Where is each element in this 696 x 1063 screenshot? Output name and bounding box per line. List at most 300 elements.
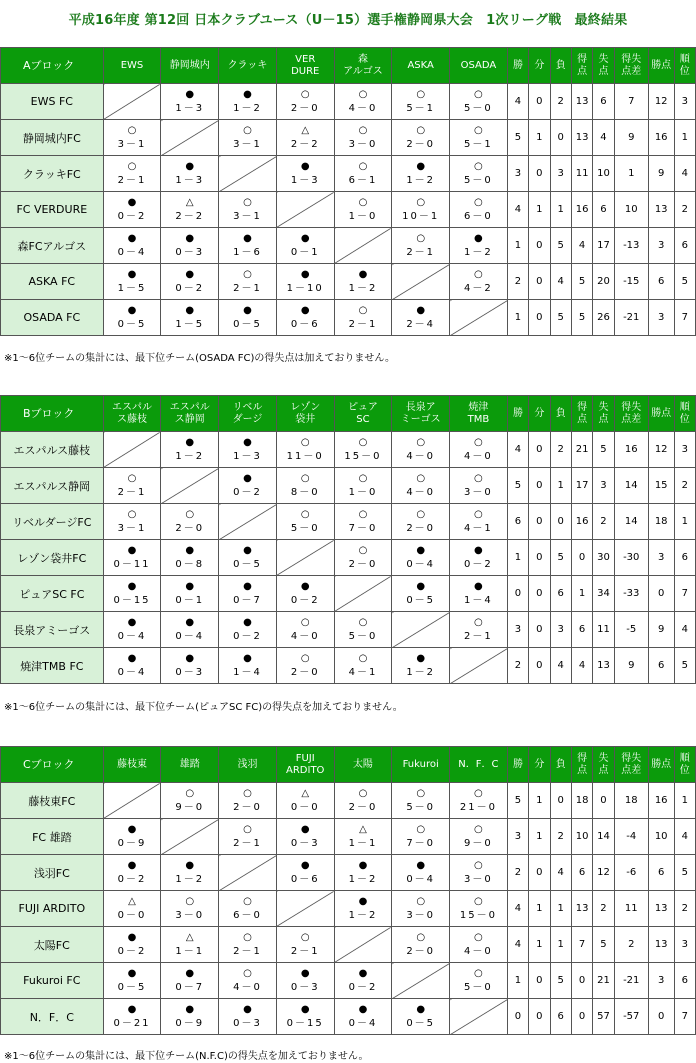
result-score: 2－0 xyxy=(175,522,205,534)
team-row xyxy=(1,228,696,264)
match-result xyxy=(276,432,334,468)
stat-value: 0 xyxy=(507,576,528,612)
result-score: 0－4 xyxy=(348,1017,378,1029)
match-result xyxy=(450,156,508,192)
result-mark: ○ xyxy=(474,472,483,484)
stat-value: 0 xyxy=(550,783,571,819)
opponent-header: Fukuroi xyxy=(392,747,450,783)
stat-value: 0 xyxy=(529,228,550,264)
result-score: 5－0 xyxy=(464,102,493,114)
result-mark: △ xyxy=(185,196,194,208)
opponent-header: FUJI ARDITO xyxy=(276,747,334,783)
match-result xyxy=(276,156,334,192)
result-score: 1－5 xyxy=(175,318,205,330)
result-score: 0－4 xyxy=(117,666,147,678)
block-name: Aブロック xyxy=(1,48,104,84)
result-score: 4－1 xyxy=(464,522,493,534)
match-result xyxy=(103,891,161,927)
block-name: Cブロック xyxy=(1,747,104,783)
team-name: ピュアSC FC xyxy=(1,576,104,612)
result-mark: △ xyxy=(359,823,367,835)
opponent-header: エスパル ス静岡 xyxy=(161,396,219,432)
stat-value: 0 xyxy=(529,999,550,1035)
stat-value: 1 xyxy=(674,120,695,156)
result-score: 6－0 xyxy=(464,210,493,222)
match-result xyxy=(219,963,277,999)
stat-value: 0 xyxy=(529,432,550,468)
stat-value: -21 xyxy=(614,963,648,999)
match-result xyxy=(276,264,334,300)
match-result xyxy=(450,120,508,156)
match-result xyxy=(392,228,450,264)
result-mark: ● xyxy=(358,1003,368,1015)
stat-value: 0 xyxy=(571,540,592,576)
stat-value: 3 xyxy=(648,300,674,336)
result-mark: ○ xyxy=(185,895,195,907)
result-mark: ● xyxy=(300,859,310,871)
match-result xyxy=(103,228,161,264)
result-score: 2－1 xyxy=(117,174,147,186)
match-result xyxy=(334,504,392,540)
match-result xyxy=(334,156,392,192)
stat-value: 13 xyxy=(571,891,592,927)
result-score: 0－2 xyxy=(464,558,493,570)
team-name: EWS FC xyxy=(1,84,104,120)
opponent-header: 藤枝東 xyxy=(103,747,161,783)
opponent-header: 浅羽 xyxy=(219,747,277,783)
match-result xyxy=(276,576,334,612)
result-score: 0－2 xyxy=(290,594,320,606)
result-score: 0－3 xyxy=(233,1017,262,1029)
result-score: 15－0 xyxy=(344,450,382,462)
result-mark: ● xyxy=(127,1003,137,1015)
result-mark: ○ xyxy=(416,787,426,799)
result-mark: ● xyxy=(127,268,137,280)
result-mark: ● xyxy=(300,232,310,244)
match-result xyxy=(392,891,450,927)
stat-value: 6 xyxy=(674,963,695,999)
result-mark: ● xyxy=(474,232,483,244)
result-score: 2－0 xyxy=(290,102,320,114)
stat-value: 3 xyxy=(507,819,528,855)
team-row xyxy=(1,84,696,120)
stat-value: 10 xyxy=(593,156,614,192)
result-mark: ● xyxy=(474,544,483,556)
result-score: 4－0 xyxy=(290,630,320,642)
result-mark: ● xyxy=(127,196,137,208)
opponent-header: 焼津 TMB xyxy=(450,396,508,432)
match-result xyxy=(161,999,219,1035)
stat-header: 失 点 xyxy=(593,747,614,783)
stat-value: 2 xyxy=(550,819,571,855)
result-mark: ○ xyxy=(358,304,368,316)
result-score: 0－2 xyxy=(175,282,205,294)
self-match-cell xyxy=(450,999,508,1035)
result-score: 0－15 xyxy=(286,1017,324,1029)
match-result xyxy=(161,612,219,648)
match-result xyxy=(103,468,161,504)
match-result xyxy=(334,855,392,891)
match-result xyxy=(276,504,334,540)
match-result xyxy=(392,927,450,963)
team-name: Fukuroi FC xyxy=(1,963,104,999)
opponent-header: 長泉ア ミーゴス xyxy=(392,396,450,432)
result-score: 9－0 xyxy=(175,801,205,813)
stat-value: 6 xyxy=(550,576,571,612)
match-result xyxy=(392,432,450,468)
result-mark: ○ xyxy=(358,196,368,208)
block-note: ※1～6位チームの集計には、最下位チーム(OSADA FC)の得失点は加えておりません。 xyxy=(4,353,396,364)
team-name: OSADA FC xyxy=(1,300,104,336)
team-row xyxy=(1,468,696,504)
result-mark: ● xyxy=(474,580,483,592)
result-mark: ○ xyxy=(474,508,483,520)
result-score: 0－15 xyxy=(113,594,151,606)
result-mark: ○ xyxy=(358,787,368,799)
stat-value: 16 xyxy=(614,432,648,468)
result-mark: ● xyxy=(127,232,137,244)
stat-value: 4 xyxy=(571,228,592,264)
result-score: 0－3 xyxy=(290,837,320,849)
result-mark: ○ xyxy=(416,436,426,448)
result-mark: ○ xyxy=(127,472,137,484)
team-name: エスパルス藤枝 xyxy=(1,432,104,468)
match-result xyxy=(276,927,334,963)
match-result xyxy=(161,855,219,891)
stat-value: 0 xyxy=(507,999,528,1035)
match-result xyxy=(276,612,334,648)
result-mark: ○ xyxy=(300,652,310,664)
result-score: 0－0 xyxy=(290,801,320,813)
team-name: FUJI ARDITO xyxy=(1,891,104,927)
result-score: 2－1 xyxy=(117,486,147,498)
stat-value: 3 xyxy=(674,432,695,468)
result-score: 1－1 xyxy=(175,945,205,957)
stat-value: 3 xyxy=(674,84,695,120)
stat-value: 11 xyxy=(614,891,648,927)
stat-value: 1 xyxy=(674,504,695,540)
stat-value: 3 xyxy=(674,927,695,963)
team-row xyxy=(1,432,696,468)
match-result xyxy=(219,84,277,120)
stat-value: 1 xyxy=(550,891,571,927)
result-score: 0－5 xyxy=(233,558,262,570)
team-row xyxy=(1,264,696,300)
result-mark: ○ xyxy=(474,967,483,979)
result-score: 2－1 xyxy=(233,837,262,849)
match-result xyxy=(219,468,277,504)
match-result xyxy=(103,264,161,300)
stat-value: 1 xyxy=(529,192,550,228)
result-mark: ○ xyxy=(416,508,426,520)
result-score: 4－0 xyxy=(233,981,262,993)
stat-header: 分 xyxy=(529,48,550,84)
match-result xyxy=(219,300,277,336)
result-score: 3－0 xyxy=(464,486,493,498)
match-result xyxy=(334,120,392,156)
result-mark: ○ xyxy=(358,472,368,484)
stat-value: 6 xyxy=(648,855,674,891)
self-match-cell xyxy=(450,648,508,684)
result-mark: ○ xyxy=(474,616,483,628)
team-name: 森FCアルゴス xyxy=(1,228,104,264)
stat-value: 6 xyxy=(593,192,614,228)
stat-value: 0 xyxy=(648,576,674,612)
stat-header: 得失 点差 xyxy=(614,48,648,84)
result-mark: ● xyxy=(358,268,368,280)
result-mark: ● xyxy=(358,895,368,907)
stat-value: 0 xyxy=(571,963,592,999)
result-score: 0－4 xyxy=(117,246,147,258)
result-score: 0－2 xyxy=(117,210,147,222)
match-result xyxy=(161,540,219,576)
result-score: 1－2 xyxy=(406,666,436,678)
stat-value: 17 xyxy=(571,468,592,504)
block-table xyxy=(0,746,696,1035)
stat-header: 得 点 xyxy=(571,396,592,432)
result-mark: ● xyxy=(300,823,310,835)
team-row xyxy=(1,927,696,963)
result-mark: ○ xyxy=(127,508,137,520)
result-score: 0－4 xyxy=(175,630,205,642)
result-score: 2－0 xyxy=(290,666,320,678)
result-score: 1－2 xyxy=(464,246,493,258)
result-score: 2－1 xyxy=(290,945,320,957)
stat-header: 失 点 xyxy=(593,396,614,432)
result-score: 3－1 xyxy=(117,138,147,150)
stat-value: 3 xyxy=(550,156,571,192)
match-result xyxy=(161,783,219,819)
result-mark: ○ xyxy=(243,196,252,208)
stat-value: 3 xyxy=(507,156,528,192)
result-mark: ○ xyxy=(416,895,426,907)
stat-value: 4 xyxy=(507,891,528,927)
team-row xyxy=(1,192,696,228)
stat-value: 13 xyxy=(648,192,674,228)
stat-value: -4 xyxy=(614,819,648,855)
result-mark: ○ xyxy=(416,88,426,100)
stat-value: 13 xyxy=(648,927,674,963)
stat-value: 17 xyxy=(593,228,614,264)
match-result xyxy=(450,468,508,504)
stat-value: 1 xyxy=(614,156,648,192)
stat-header: 得 点 xyxy=(571,48,592,84)
stat-value: 3 xyxy=(648,540,674,576)
match-result xyxy=(161,192,219,228)
stat-value: 10 xyxy=(571,819,592,855)
stat-value: 4 xyxy=(507,927,528,963)
result-mark: ● xyxy=(185,88,195,100)
stat-header: 勝点 xyxy=(648,48,674,84)
page-title: 平成16年度 第12回 日本クラブユース（U－15）選手権静岡県大会 1次リーグ戦 最終結果 xyxy=(68,13,628,28)
stat-header: 順 位 xyxy=(674,747,695,783)
stat-value: 4 xyxy=(550,648,571,684)
stat-value: 1 xyxy=(507,300,528,336)
result-mark: ○ xyxy=(300,931,310,943)
result-score: 2－0 xyxy=(348,801,378,813)
match-result xyxy=(103,819,161,855)
stat-value: 16 xyxy=(571,504,592,540)
result-score: 0－11 xyxy=(113,558,151,570)
result-score: 5－0 xyxy=(348,630,378,642)
stat-value: 13 xyxy=(571,84,592,120)
match-result xyxy=(276,120,334,156)
stat-value: 2 xyxy=(507,648,528,684)
stat-value: 0 xyxy=(529,156,550,192)
self-match-cell xyxy=(276,192,334,228)
team-row xyxy=(1,819,696,855)
result-mark: ● xyxy=(127,616,137,628)
result-score: 1－2 xyxy=(348,873,378,885)
match-result xyxy=(450,84,508,120)
result-score: 1－4 xyxy=(464,594,493,606)
match-result xyxy=(392,855,450,891)
result-score: 2－0 xyxy=(406,138,436,150)
opponent-header: 静岡城内 xyxy=(161,48,219,84)
result-score: 11－0 xyxy=(286,450,324,462)
stat-value: 1 xyxy=(529,120,550,156)
result-mark: ● xyxy=(243,304,252,316)
stat-header: 分 xyxy=(529,747,550,783)
stat-value: 14 xyxy=(614,468,648,504)
match-result xyxy=(334,540,392,576)
stat-value: 6 xyxy=(571,855,592,891)
stat-value: 5 xyxy=(674,648,695,684)
result-score: 0－3 xyxy=(175,666,205,678)
result-mark: ○ xyxy=(300,508,310,520)
result-mark: ● xyxy=(243,580,252,592)
stat-value: 5 xyxy=(593,927,614,963)
result-mark: ○ xyxy=(358,544,368,556)
result-score: 0－8 xyxy=(175,558,205,570)
stat-value: 5 xyxy=(550,963,571,999)
result-score: 2－0 xyxy=(233,801,262,813)
result-mark: ○ xyxy=(474,124,483,136)
stat-value: 12 xyxy=(593,855,614,891)
result-score: 4－0 xyxy=(406,486,436,498)
opponent-header: ピュア SC xyxy=(334,396,392,432)
result-mark: ● xyxy=(185,967,195,979)
match-result xyxy=(103,927,161,963)
result-mark: ● xyxy=(416,544,426,556)
result-mark: ○ xyxy=(185,787,195,799)
match-result xyxy=(334,264,392,300)
result-mark: ○ xyxy=(358,652,368,664)
block-table xyxy=(0,395,696,684)
result-mark: ● xyxy=(127,967,137,979)
stat-value: 5 xyxy=(674,264,695,300)
team-name: ASKA FC xyxy=(1,264,104,300)
self-match-cell xyxy=(450,300,508,336)
stat-value: 11 xyxy=(571,156,592,192)
match-result xyxy=(219,228,277,264)
stat-value: 9 xyxy=(614,120,648,156)
match-result xyxy=(334,300,392,336)
result-mark: ● xyxy=(243,232,252,244)
match-result xyxy=(219,264,277,300)
team-name: 長泉アミーゴス xyxy=(1,612,104,648)
team-name: FC 雄踏 xyxy=(1,819,104,855)
match-result xyxy=(450,576,508,612)
result-mark: ● xyxy=(243,544,252,556)
match-result xyxy=(103,192,161,228)
stat-value: 0 xyxy=(529,612,550,648)
result-score: 0－4 xyxy=(117,630,147,642)
result-mark: △ xyxy=(301,124,310,136)
result-score: 1－2 xyxy=(348,909,378,921)
stat-value: 0 xyxy=(648,999,674,1035)
result-score: 2－1 xyxy=(348,318,378,330)
result-score: 2－2 xyxy=(290,138,320,150)
match-result xyxy=(276,300,334,336)
match-result xyxy=(219,819,277,855)
team-name: N．F．C xyxy=(1,999,104,1035)
result-score: 3－0 xyxy=(348,138,378,150)
match-result xyxy=(334,432,392,468)
result-mark: ● xyxy=(185,268,195,280)
stat-value: 2 xyxy=(550,432,571,468)
stat-value: 0 xyxy=(529,468,550,504)
stat-value: 57 xyxy=(593,999,614,1035)
result-mark: ○ xyxy=(416,472,426,484)
result-score: 0－21 xyxy=(113,1017,151,1029)
result-score: 5－1 xyxy=(464,138,493,150)
result-mark: ● xyxy=(185,580,195,592)
stat-value: 4 xyxy=(674,156,695,192)
match-result xyxy=(276,819,334,855)
stat-value: 7 xyxy=(674,999,695,1035)
result-mark: ● xyxy=(416,652,426,664)
stat-value: 6 xyxy=(674,540,695,576)
result-mark: ● xyxy=(185,1003,195,1015)
result-mark: ● xyxy=(243,652,252,664)
stat-value: 1 xyxy=(674,783,695,819)
team-name: 焼津TMB FC xyxy=(1,648,104,684)
stat-header: 順 位 xyxy=(674,48,695,84)
stat-value: 5 xyxy=(593,432,614,468)
result-mark: △ xyxy=(301,787,310,799)
match-result xyxy=(450,783,508,819)
self-match-cell xyxy=(219,855,277,891)
stat-value: 4 xyxy=(550,264,571,300)
result-mark: ● xyxy=(300,580,310,592)
result-score: 0－5 xyxy=(233,318,262,330)
match-result xyxy=(392,504,450,540)
result-score: 1－3 xyxy=(175,102,205,114)
match-result xyxy=(103,120,161,156)
stat-value: 1 xyxy=(529,927,550,963)
stat-value: 5 xyxy=(507,468,528,504)
stat-value: 1 xyxy=(507,228,528,264)
result-mark: ○ xyxy=(243,931,252,943)
stat-value: 2 xyxy=(507,264,528,300)
self-match-cell xyxy=(161,819,219,855)
result-score: 1－2 xyxy=(406,174,436,186)
result-score: 2－1 xyxy=(233,282,262,294)
match-result xyxy=(276,468,334,504)
match-result xyxy=(450,264,508,300)
result-mark: ○ xyxy=(358,436,368,448)
match-result xyxy=(450,963,508,999)
match-result xyxy=(103,504,161,540)
block-header-row xyxy=(1,747,696,783)
stat-value: 2 xyxy=(614,927,648,963)
stat-value: 1 xyxy=(507,540,528,576)
match-result xyxy=(219,648,277,684)
match-result xyxy=(392,120,450,156)
match-result xyxy=(334,468,392,504)
result-mark: ○ xyxy=(358,88,368,100)
